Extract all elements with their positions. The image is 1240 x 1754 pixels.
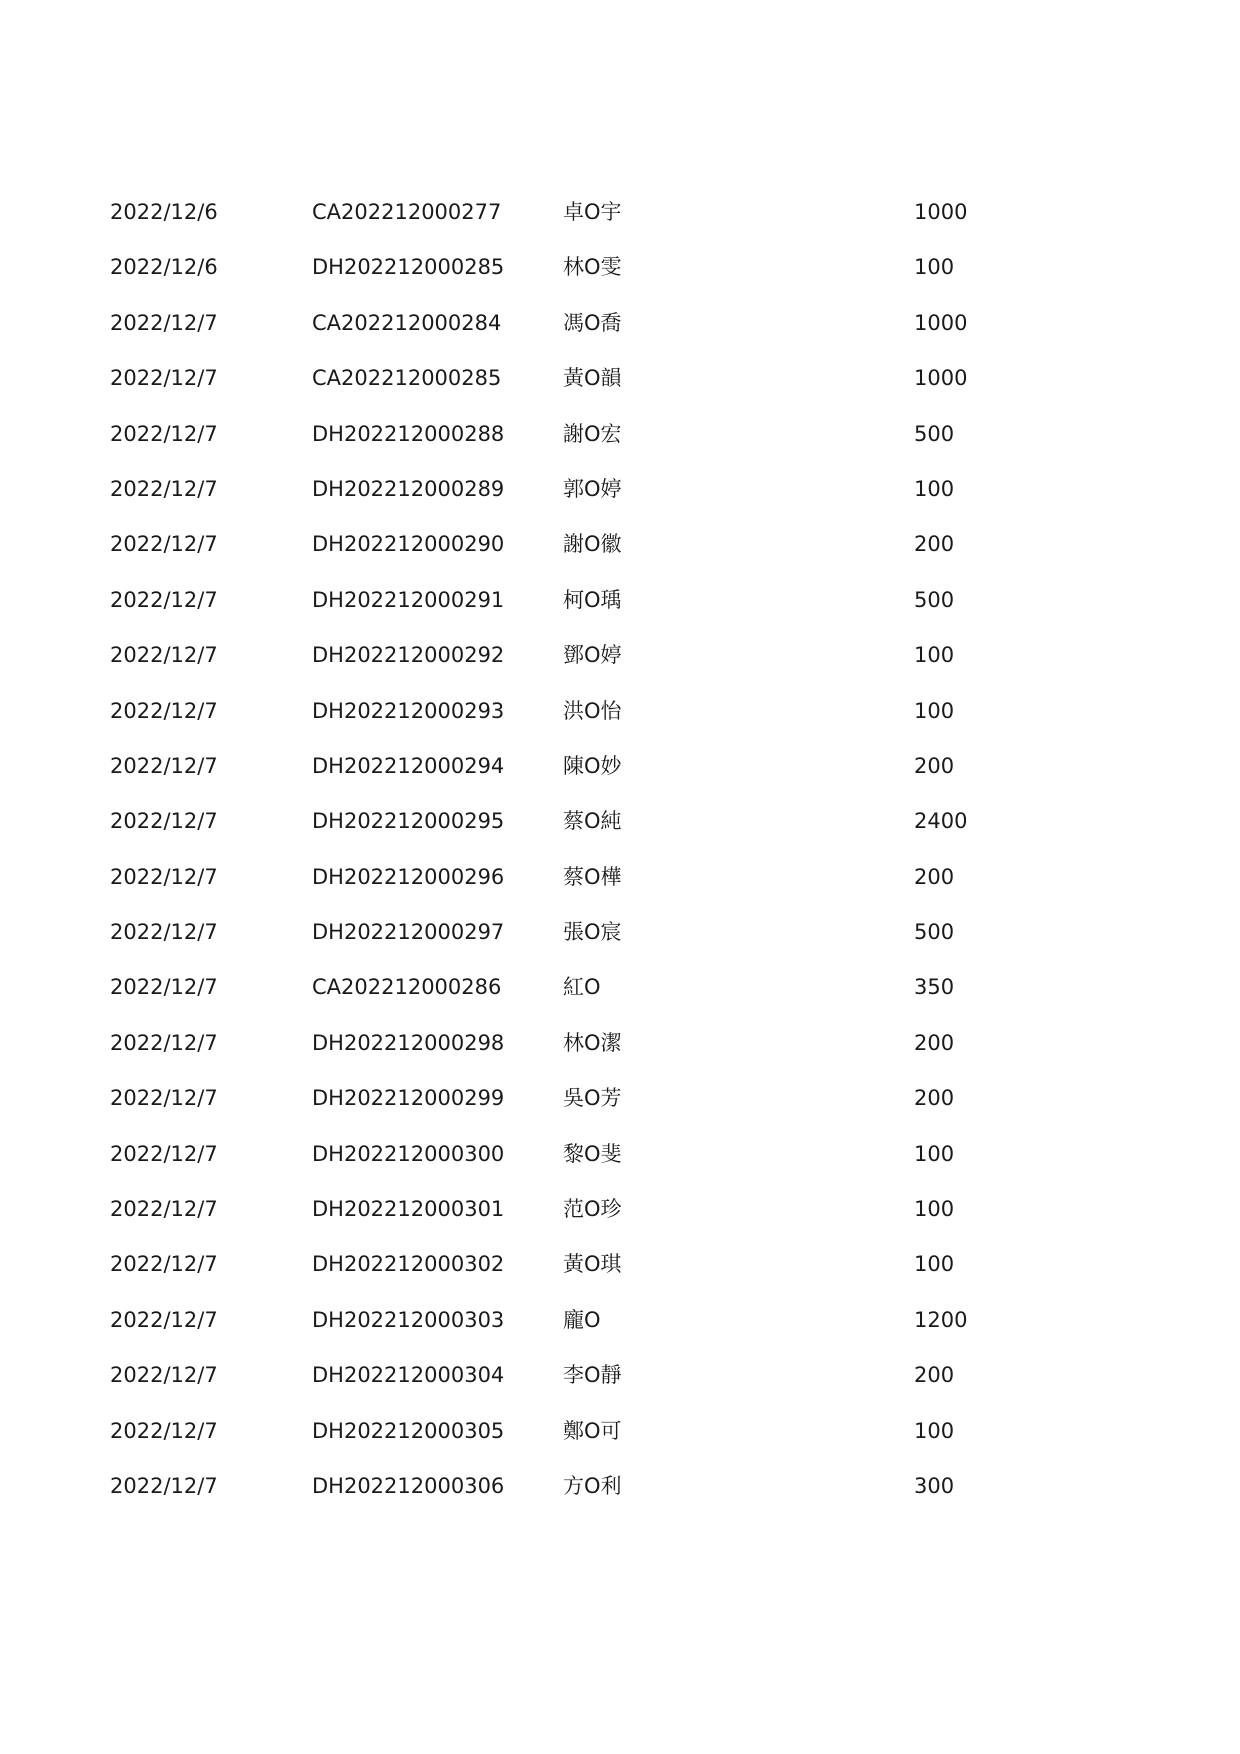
serial-number-cell: DH202212000288	[312, 421, 505, 446]
serial-number-cell: CA202212000285	[312, 366, 502, 391]
date-cell: 2022/12/7	[110, 587, 218, 612]
table-row	[0, 1473, 1240, 1541]
serial-number-cell: DH202212000302	[312, 1252, 505, 1277]
date-cell: 2022/12/7	[110, 809, 218, 834]
date-cell: 2022/12/7	[110, 753, 218, 778]
serial-number-cell: DH202212000305	[312, 1418, 505, 1443]
donation-table	[0, 200, 1240, 1541]
donor-name-cell: 柯O瑀	[563, 587, 622, 612]
date-cell: 2022/12/7	[110, 476, 218, 501]
date-cell: 2022/12/7	[110, 1030, 218, 1055]
serial-number-cell: CA202212000284	[312, 310, 502, 335]
amount-cell: 100	[914, 476, 955, 501]
serial-number-cell: DH202212000299	[312, 1086, 505, 1111]
amount-cell: 1000	[914, 200, 968, 224]
donor-name-cell: 黃O韻	[563, 366, 622, 391]
donor-name-cell: 馮O喬	[563, 310, 622, 335]
donor-name-cell: 洪O怡	[563, 698, 622, 723]
amount-cell: 200	[914, 1030, 955, 1055]
date-cell: 2022/12/7	[110, 532, 218, 557]
donor-name-cell: 謝O宏	[563, 421, 622, 446]
amount-cell: 200	[914, 1363, 955, 1388]
date-cell: 2022/12/7	[110, 920, 218, 945]
date-cell: 2022/12/7	[110, 1252, 218, 1277]
donor-name-cell: 卓O宇	[563, 200, 622, 224]
amount-cell: 1000	[914, 310, 968, 335]
date-cell: 2022/12/7	[110, 1473, 218, 1498]
donor-name-cell: 鄭O可	[563, 1418, 622, 1443]
donor-name-cell: 陳O妙	[563, 753, 622, 778]
donor-name-cell: 黃O琪	[563, 1252, 622, 1277]
amount-cell: 350	[914, 975, 955, 1000]
amount-cell: 100	[914, 1252, 955, 1277]
amount-cell: 100	[914, 1418, 955, 1443]
amount-cell: 100	[914, 1197, 955, 1222]
serial-number-cell: DH202212000291	[312, 587, 505, 612]
serial-number-cell: DH202212000285	[312, 255, 505, 280]
date-cell: 2022/12/7	[110, 1363, 218, 1388]
serial-number-cell: DH202212000292	[312, 643, 505, 668]
donor-name-cell: 紅O	[563, 975, 601, 1000]
serial-number-cell: DH202212000294	[312, 753, 505, 778]
donor-name-cell: 吳O芳	[563, 1086, 622, 1111]
serial-number-cell: DH202212000296	[312, 864, 505, 889]
amount-cell: 2400	[914, 809, 968, 834]
date-cell: 2022/12/6	[110, 255, 218, 280]
serial-number-cell: DH202212000301	[312, 1197, 505, 1222]
donor-name-cell: 林O雯	[563, 255, 622, 280]
donor-name-cell: 鄧O婷	[563, 643, 622, 668]
serial-number-cell: CA202212000286	[312, 975, 502, 1000]
donor-name-cell: 黎O斐	[563, 1141, 622, 1166]
serial-number-cell: DH202212000295	[312, 809, 505, 834]
serial-number-cell: DH202212000306	[312, 1473, 505, 1498]
date-cell: 2022/12/7	[110, 643, 218, 668]
date-cell: 2022/12/7	[110, 1307, 218, 1332]
donor-name-cell: 蔡O樺	[563, 864, 622, 889]
donor-name-cell: 李O靜	[563, 1363, 622, 1388]
serial-number-cell: DH202212000289	[312, 476, 505, 501]
donor-name-cell: 張O宸	[563, 920, 622, 945]
serial-number-cell: DH202212000300	[312, 1141, 505, 1166]
amount-cell: 100	[914, 643, 955, 668]
date-cell: 2022/12/7	[110, 864, 218, 889]
donor-name-cell: 龐O	[563, 1307, 601, 1332]
amount-cell: 100	[914, 255, 955, 280]
date-cell: 2022/12/7	[110, 975, 218, 1000]
serial-number-cell: DH202212000290	[312, 532, 505, 557]
amount-cell: 200	[914, 532, 955, 557]
date-cell: 2022/12/6	[110, 200, 218, 224]
date-cell: 2022/12/7	[110, 366, 218, 391]
date-cell: 2022/12/7	[110, 310, 218, 335]
donor-name-cell: 蔡O純	[563, 809, 622, 834]
amount-cell: 200	[914, 1086, 955, 1111]
amount-cell: 1000	[914, 366, 968, 391]
serial-number-cell: DH202212000298	[312, 1030, 505, 1055]
date-cell: 2022/12/7	[110, 1418, 218, 1443]
donor-name-cell: 范O珍	[563, 1197, 622, 1222]
amount-cell: 200	[914, 864, 955, 889]
serial-number-cell: DH202212000304	[312, 1363, 505, 1388]
amount-cell: 1200	[914, 1307, 968, 1332]
amount-cell: 300	[914, 1473, 955, 1498]
serial-number-cell: DH202212000303	[312, 1307, 505, 1332]
serial-number-cell: CA202212000277	[312, 200, 502, 224]
amount-cell: 100	[914, 1141, 955, 1166]
amount-cell: 500	[914, 587, 955, 612]
date-cell: 2022/12/7	[110, 1086, 218, 1111]
date-cell: 2022/12/7	[110, 1197, 218, 1222]
amount-cell: 100	[914, 698, 955, 723]
amount-cell: 200	[914, 753, 955, 778]
date-cell: 2022/12/7	[110, 421, 218, 446]
donor-name-cell: 郭O婷	[563, 476, 622, 501]
date-cell: 2022/12/7	[110, 698, 218, 723]
serial-number-cell: DH202212000297	[312, 920, 505, 945]
date-cell: 2022/12/7	[110, 1141, 218, 1166]
donor-name-cell: 方O利	[563, 1473, 622, 1498]
amount-cell: 500	[914, 920, 955, 945]
donor-name-cell: 謝O徽	[563, 532, 622, 557]
donor-name-cell: 林O潔	[563, 1030, 622, 1055]
amount-cell: 500	[914, 421, 955, 446]
serial-number-cell: DH202212000293	[312, 698, 505, 723]
